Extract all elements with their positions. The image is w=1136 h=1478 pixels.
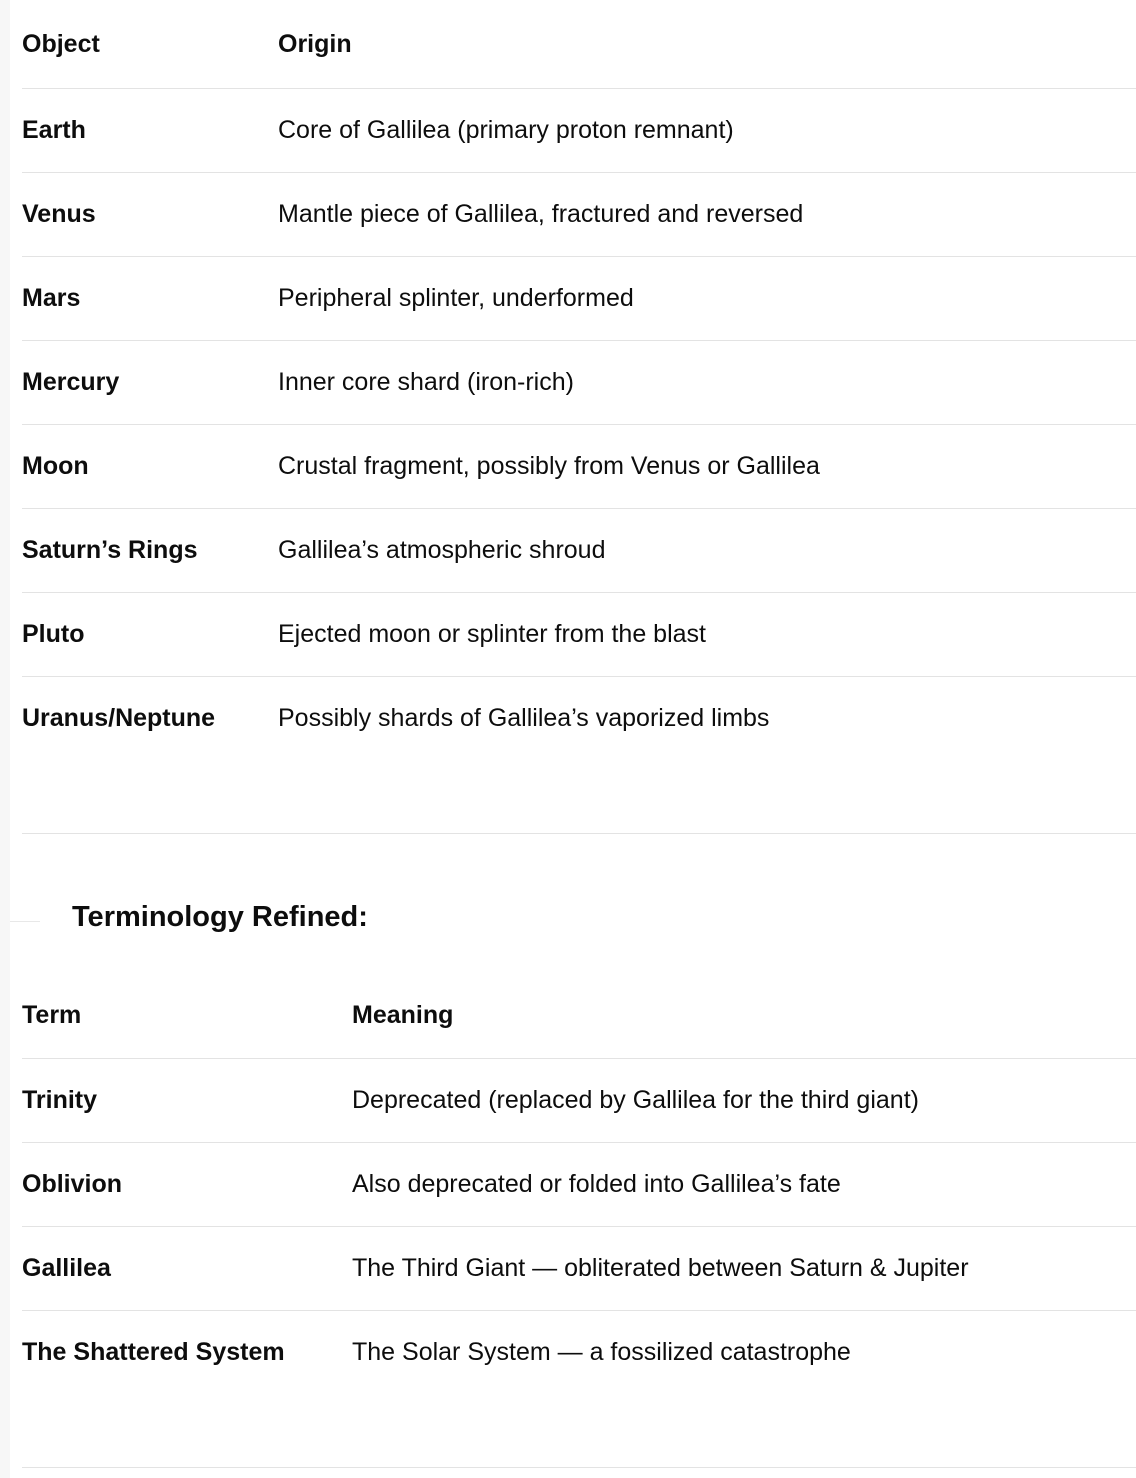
table-row (22, 592, 1136, 676)
table-row (22, 340, 1136, 424)
table-row (22, 88, 1136, 172)
origin-cell: Possibly shards of Gallilea’s vaporized limbs (278, 704, 770, 733)
table-row (22, 508, 1136, 592)
object-cell: Uranus/Neptune (22, 704, 216, 733)
meaning-cell: Also deprecated or folded into Gallilea’s fate (352, 1142, 1136, 1226)
origin-cell: Core of Gallilea (primary proton remnant) (278, 88, 1136, 172)
table-header-row (22, 2, 1136, 88)
table-row (22, 256, 1136, 340)
term-cell: Gallilea (22, 1226, 352, 1310)
heading-marker-rule (10, 921, 40, 922)
section-heading-terminology: Terminology Refined: (72, 901, 368, 933)
object-cell: Pluto (22, 592, 278, 676)
column-header-object: Object (22, 2, 278, 88)
table-header-row (22, 972, 1136, 1058)
term-cell: Oblivion (22, 1142, 352, 1226)
origin-cell: Crustal fragment, possibly from Venus or Gallilea (278, 424, 1136, 508)
table-row (22, 1058, 1136, 1142)
column-header-meaning: Meaning (352, 972, 1136, 1058)
meaning-cell: The Third Giant — obliterated between Saturn & Jupiter (352, 1226, 1136, 1310)
section-divider (22, 1467, 1136, 1468)
origin-cell: Ejected moon or splinter from the blast (278, 592, 1136, 676)
column-header-origin: Origin (278, 2, 1136, 88)
table-row (22, 172, 1136, 256)
object-cell: Moon (22, 424, 278, 508)
origin-cell: Inner core shard (iron-rich) (278, 340, 1136, 424)
column-header-term: Term (22, 972, 352, 1058)
object-cell: Saturn’s Rings (22, 508, 278, 592)
meaning-cell: The Solar System — a fossilized catastrophe (352, 1338, 851, 1367)
table-row (22, 424, 1136, 508)
table-row (22, 1310, 1136, 1394)
term-cell: The Shattered System (22, 1338, 285, 1367)
object-cell: Mercury (22, 340, 278, 424)
terms-table-container (22, 972, 1136, 1394)
objects-table (22, 2, 1136, 760)
section-divider (22, 833, 1136, 834)
left-gutter (0, 0, 10, 1478)
object-cell: Venus (22, 172, 278, 256)
objects-table-container (22, 2, 1136, 760)
table-row (22, 676, 1136, 760)
table-row (22, 1142, 1136, 1226)
term-cell: Trinity (22, 1058, 352, 1142)
table-row (22, 1226, 1136, 1310)
origin-cell: Mantle piece of Gallilea, fractured and reversed (278, 172, 1136, 256)
meaning-cell: Deprecated (replaced by Gallilea for the third giant) (352, 1058, 1136, 1142)
terms-table (22, 972, 1136, 1394)
object-cell: Mars (22, 256, 278, 340)
object-cell: Earth (22, 88, 278, 172)
origin-cell: Gallilea’s atmospheric shroud (278, 508, 1136, 592)
origin-cell: Peripheral splinter, underformed (278, 256, 1136, 340)
